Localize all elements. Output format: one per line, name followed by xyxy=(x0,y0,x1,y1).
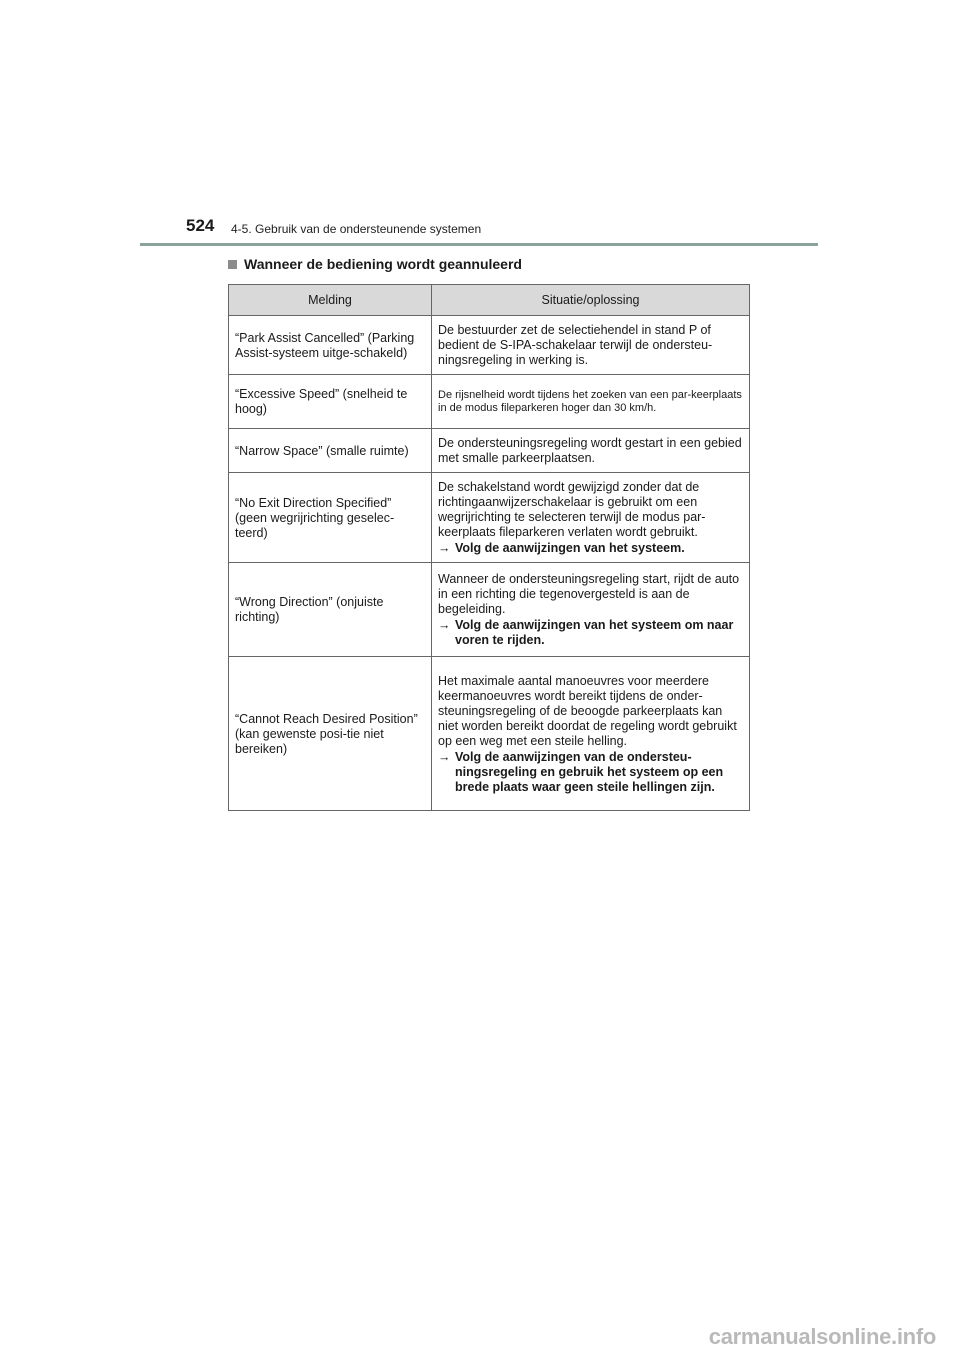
situation-text: De rijsnelheid wordt tijdens het zoeken van een par-keerplaats in de modus fileparkeren hoger dan 30 km/h. xyxy=(438,389,742,414)
section-heading xyxy=(228,256,522,272)
arrow-icon: → xyxy=(438,749,451,764)
situation-text: De ondersteuningsregeling wordt gestart in een gebied met smalle parkeerplaatsen. xyxy=(438,436,742,465)
table-row xyxy=(229,375,750,429)
message-cell: “Cannot Reach Desired Position” (kan gewenste posi-tie niet bereiken) xyxy=(229,657,432,811)
message-cell: “Excessive Speed” (snelheid te hoog) xyxy=(229,375,432,429)
section-path: 4-5. Gebruik van de ondersteunende systemen xyxy=(231,222,482,236)
watermark: carmanualsonline.info xyxy=(708,1324,936,1349)
table-header-row xyxy=(229,285,750,316)
situation-text: De schakelstand wordt gewijzigd zonder dat de richtingaanwijzerschakelaar is gebruikt om een wegrijrichting te selecteren terwijl de modus par-keerplaats fileparkeren verlaten wordt gebruikt. xyxy=(438,480,706,539)
column-header-situatie: Situatie/oplossing xyxy=(432,285,750,316)
header-rule xyxy=(140,243,818,246)
table-row xyxy=(229,657,750,811)
arrow-icon: → xyxy=(438,618,451,632)
situation-cell xyxy=(432,473,750,563)
message-cell: “No Exit Direction Specified” (geen wegrijrichting geselec-teerd) xyxy=(229,473,432,563)
message-table xyxy=(228,284,750,811)
action-line xyxy=(438,618,743,648)
situation-text: Wanneer de ondersteuningsregeling start, rijdt de auto in een richting die tegenovergesteld is aan de begeleiding. xyxy=(438,572,740,616)
message-cell: “Narrow Space” (smalle ruimte) xyxy=(229,429,432,473)
table-row xyxy=(229,563,750,657)
action-text: Volg de aanwijzingen van de ondersteu-ningsregeling en gebruik het systeem op een brede plaats waar geen steile hellingen zijn. xyxy=(455,749,724,794)
column-header-melding: Melding xyxy=(229,285,432,316)
page-number: 524 xyxy=(186,216,215,235)
message-cell: “Park Assist Cancelled” (Parking Assist-systeem uitge-schakeld) xyxy=(229,316,432,375)
arrow-icon: → xyxy=(438,541,451,555)
situation-cell xyxy=(432,563,750,657)
message-cell: “Wrong Direction” (onjuiste richting) xyxy=(229,563,432,657)
situation-cell xyxy=(432,657,750,811)
action-text: Volg de aanwijzingen van het systeem. xyxy=(455,541,685,555)
square-bullet-icon xyxy=(228,260,237,269)
situation-cell xyxy=(432,429,750,473)
situation-text: Het maximale aantal manoeuvres voor meerdere keermanoeuvres wordt bereikt tijdens de onder-steuningsregeling of de beoogde parkeerplaats kan niet worden bereikt doordat de regeling wordt gebruikt op een weg met een steile helling. xyxy=(438,673,737,748)
action-text: Volg de aanwijzingen van het systeem om naar voren te rijden. xyxy=(455,618,734,647)
situation-cell xyxy=(432,375,750,429)
section-heading-text: Wanneer de bediening wordt geannuleerd xyxy=(244,256,522,272)
action-line xyxy=(438,541,743,556)
situation-text: De bestuurder zet de selectiehendel in stand P of bedient de S-IPA-schakelaar terwijl de ondersteu-ningsregeling in werking is. xyxy=(438,323,713,367)
table-row xyxy=(229,473,750,563)
table-row xyxy=(229,316,750,375)
table-row xyxy=(229,429,750,473)
situation-cell xyxy=(432,316,750,375)
action-line xyxy=(438,750,743,795)
